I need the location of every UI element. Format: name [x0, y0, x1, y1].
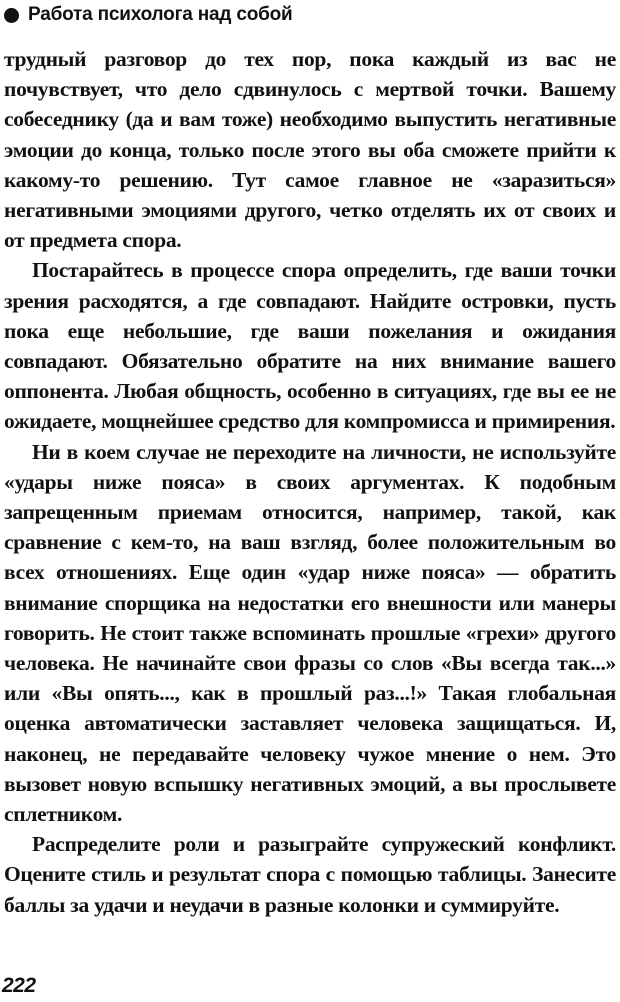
- running-header: [0, 0, 293, 30]
- paragraph: Постарайтесь в процессе спора определить, где ваши точки зрения расходятся, а где совпадают. Найдите островки, пусть пока еще небольшие, где ваши пожелания и ожидания совпадают. Обязательно обратите на них внимание вашего оппонента. Любая общность, особенно в ситуациях, где вы ее не ожидаете, мощнейшее средство для компромисса и примирения.: [4, 258, 616, 434]
- page-number: 222: [2, 974, 36, 997]
- paragraph: трудный разговор до тех пор, пока каждый из вас не почувствует, что дело сдвинулось с мертвой точки. Вашему собеседнику (да и вам тоже) необходимо выпустить негативные эмоции до конца, только после этого вы оба сможете прийти к какому-то решению. Тут самое главное не «заразиться» негативными эмоциями другого, четко отделять их от своих и от предмета спора.: [4, 47, 616, 253]
- body-text: [4, 44, 616, 920]
- bullet-icon: [4, 8, 19, 23]
- paragraph: Ни в коем случае не переходите на личности, не используйте «удары ниже пояса» в своих аргументах. К подобным запрещенным приемам относится, например, такой, как сравнение с кем-то, на ваш взгляд, более положительным во всех отношениях. Еще один «удар ниже пояса» — обратить внимание спорщика на недостатки его внешности или манеры говорить. Не стоит также вспоминать прошлые «грехи» другого человека. Не начинайте свои фразы со слов «Вы всегда так...» или «Вы опять..., как в прошлый раз...!» Такая глобальная оценка автоматически заставляет человека защищаться. И, наконец, не передавайте человеку чужое мнение о нем. Это вызовет новую вспышку негативных эмоций, а вы прослывете сплетником.: [4, 439, 616, 827]
- running-title: Работа психолога над собой: [28, 4, 293, 25]
- paragraph: Распределите роли и разыграйте супружеский конфликт. Оцените стиль и результат спора с помощью таблицы. Занесите баллы за удачи и неудачи в разные колонки и суммируйте.: [4, 832, 616, 917]
